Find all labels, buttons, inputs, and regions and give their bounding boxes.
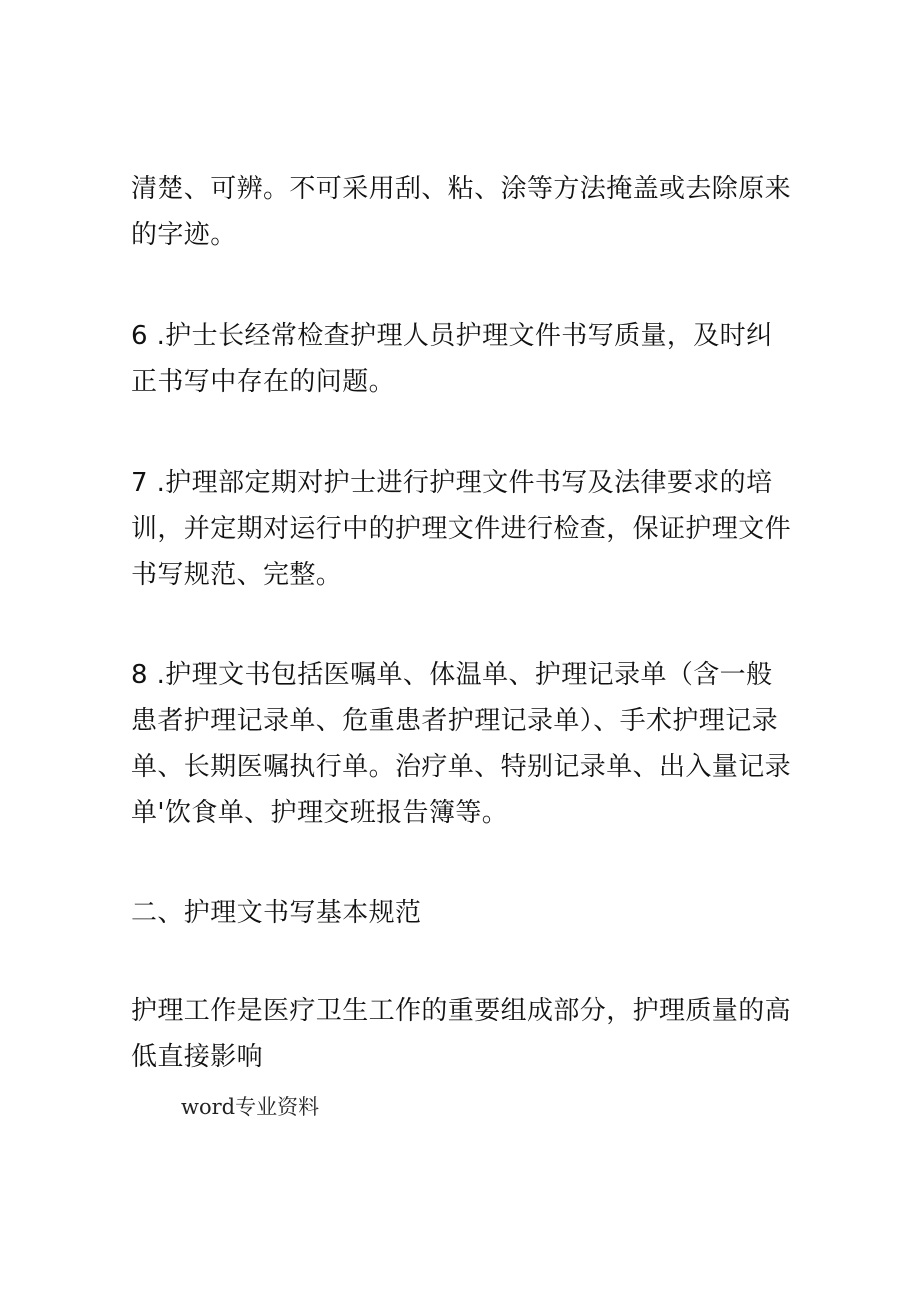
paragraph-item-6: 6 .护士长经常检查护理人员护理文件书写质量，及时纠正书写中存在的问题。 [131,321,773,397]
section-heading: 二、护理文书写基本规范 [131,898,422,928]
paragraph-continued: 清楚、可辨。不可采用刮、粘、涂等方法掩盖或去除原来的字迹。 [131,174,792,250]
intro-paragraph: 护理工作是医疗卫生工作的重要组成部分，护理质量的高低直接影响 [131,996,792,1072]
paragraph-item-8: 8 .护理文书包括医嘱单、体温单、护理记录单（含一般患者护理记录单、危重患者护理记录单）、手术护理记录单、长期医嘱执行单。治疗单、特别记录单、出入量记录单'饮食单、护理交班报告簿等。 [131,660,792,828]
paragraph-item-7: 7 .护理部定期对护士进行护理文件书写及法律要求的培训，并定期对运行中的护理文件进行检查，保证护理文件书写规范、完整。 [131,468,792,590]
footer-label: word专业资料 [181,1095,320,1119]
